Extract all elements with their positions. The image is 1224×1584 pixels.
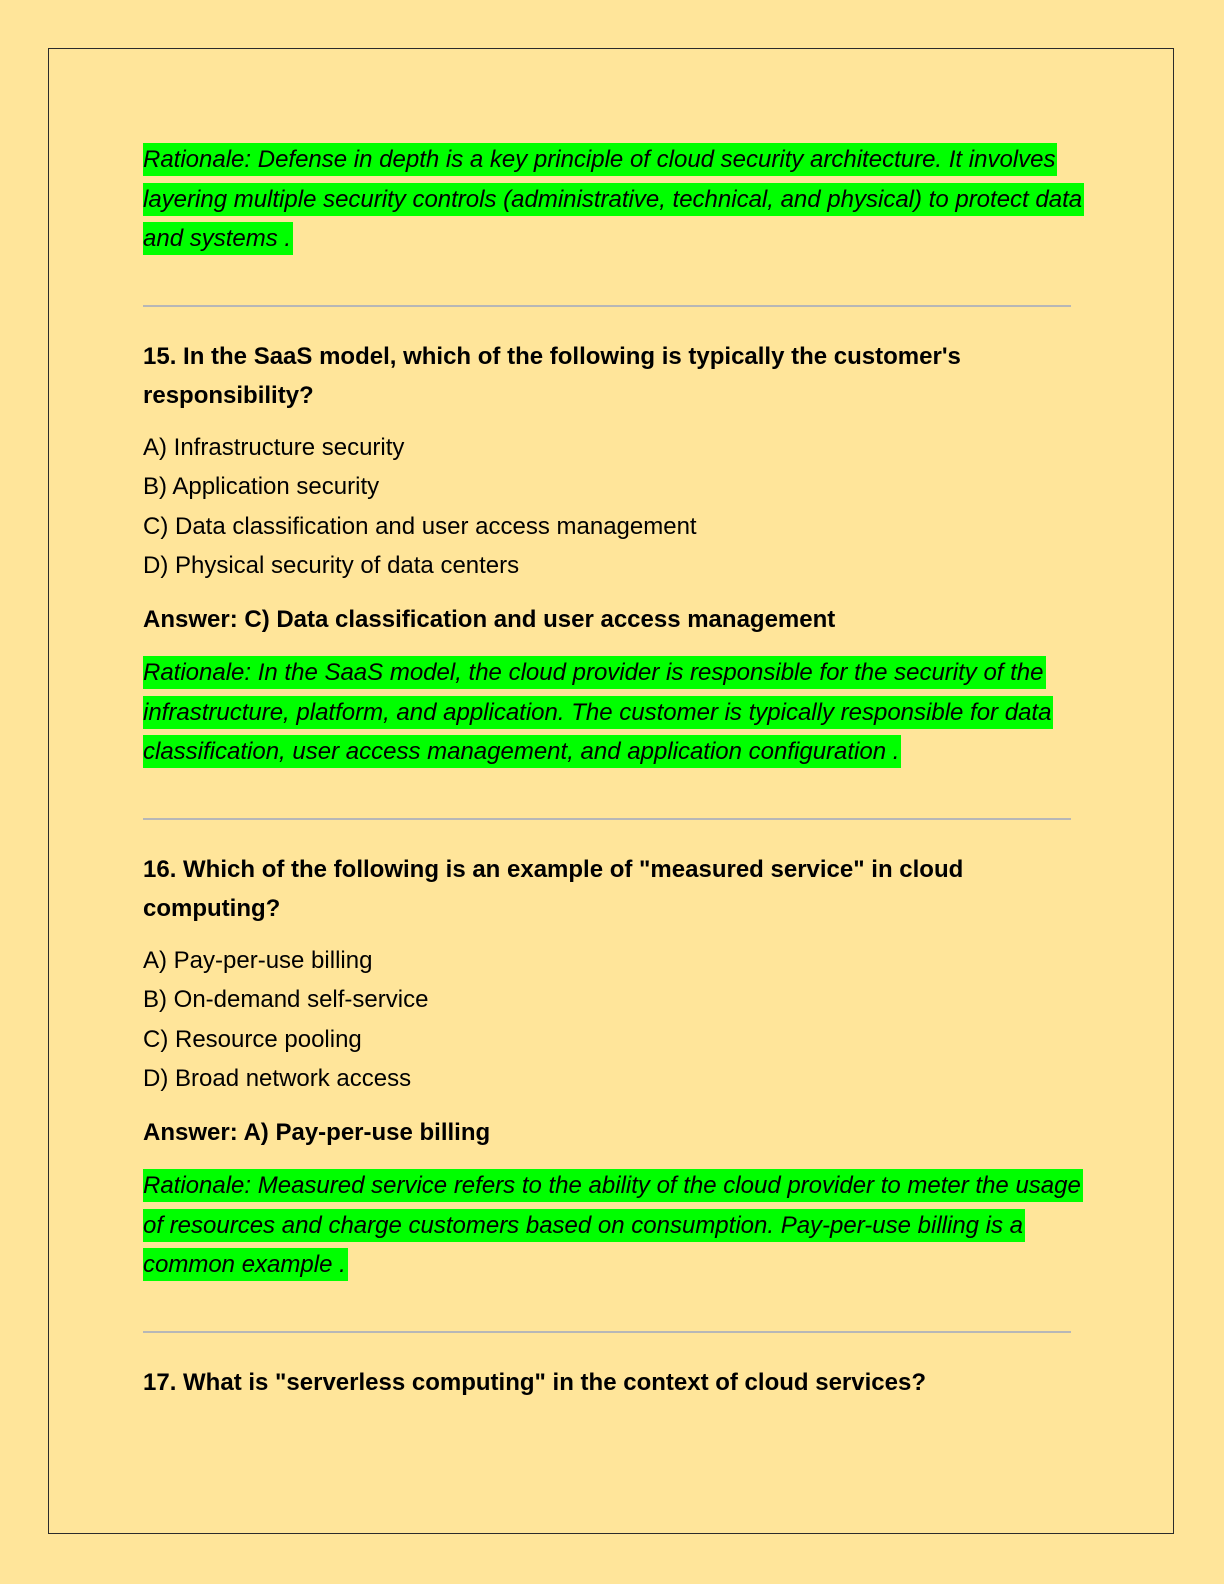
rationale-q14 bbox=[143, 140, 1083, 259]
option-a: A) Infrastructure security bbox=[143, 433, 405, 461]
option-b: B) On-demand self-service bbox=[143, 986, 429, 1013]
rationale-highlight: Rationale: Defense in depth is a key principle of cloud security architecture. It involves layering multiple security controls (administrative, technical, and physical) to protect data and systems . bbox=[143, 143, 1084, 255]
answer-text: Answer: C) Data classification and user access management bbox=[143, 605, 836, 633]
question-block-15 bbox=[143, 337, 1083, 772]
section-divider bbox=[143, 818, 1071, 820]
options-list bbox=[143, 428, 1083, 586]
question-block-16 bbox=[143, 850, 1083, 1285]
option-b: B) Application security bbox=[143, 473, 380, 500]
question-text: 16. Which of the following is an example of "measured service" in cloud computing? bbox=[143, 855, 964, 922]
option-c: C) Resource pooling bbox=[143, 1025, 362, 1053]
option-d: D) Physical security of data centers bbox=[143, 552, 520, 579]
rationale-q15 bbox=[143, 653, 1083, 772]
question-text: 17. What is "serverless computing" in the context of cloud services? bbox=[143, 1368, 926, 1396]
section-divider bbox=[143, 1331, 1071, 1333]
question-text: 15. In the SaaS model, which of the following is typically the customer's responsibility? bbox=[143, 342, 961, 409]
option-c: C) Data classification and user access management bbox=[143, 512, 697, 540]
option-d: D) Broad network access bbox=[143, 1065, 412, 1092]
question-block-17 bbox=[143, 1363, 1083, 1403]
rationale-highlight: Rationale: In the SaaS model, the cloud provider is responsible for the security of the infrastructure, platform, and application. The customer is typically responsible for data classification, user access management, and application configuration . bbox=[143, 656, 1053, 768]
section-divider bbox=[143, 305, 1071, 307]
option-a: A) Pay-per-use billing bbox=[143, 946, 373, 974]
rationale-q16 bbox=[143, 1166, 1083, 1285]
options-list bbox=[143, 941, 1083, 1099]
answer-text: Answer: A) Pay-per-use billing bbox=[143, 1118, 491, 1146]
rationale-highlight: Rationale: Measured service refers to the ability of the cloud provider to meter the usage of resources and charge customers based on consumption. Pay-per-use billing is a common example . bbox=[143, 1169, 1083, 1281]
document-content bbox=[143, 140, 1083, 1414]
